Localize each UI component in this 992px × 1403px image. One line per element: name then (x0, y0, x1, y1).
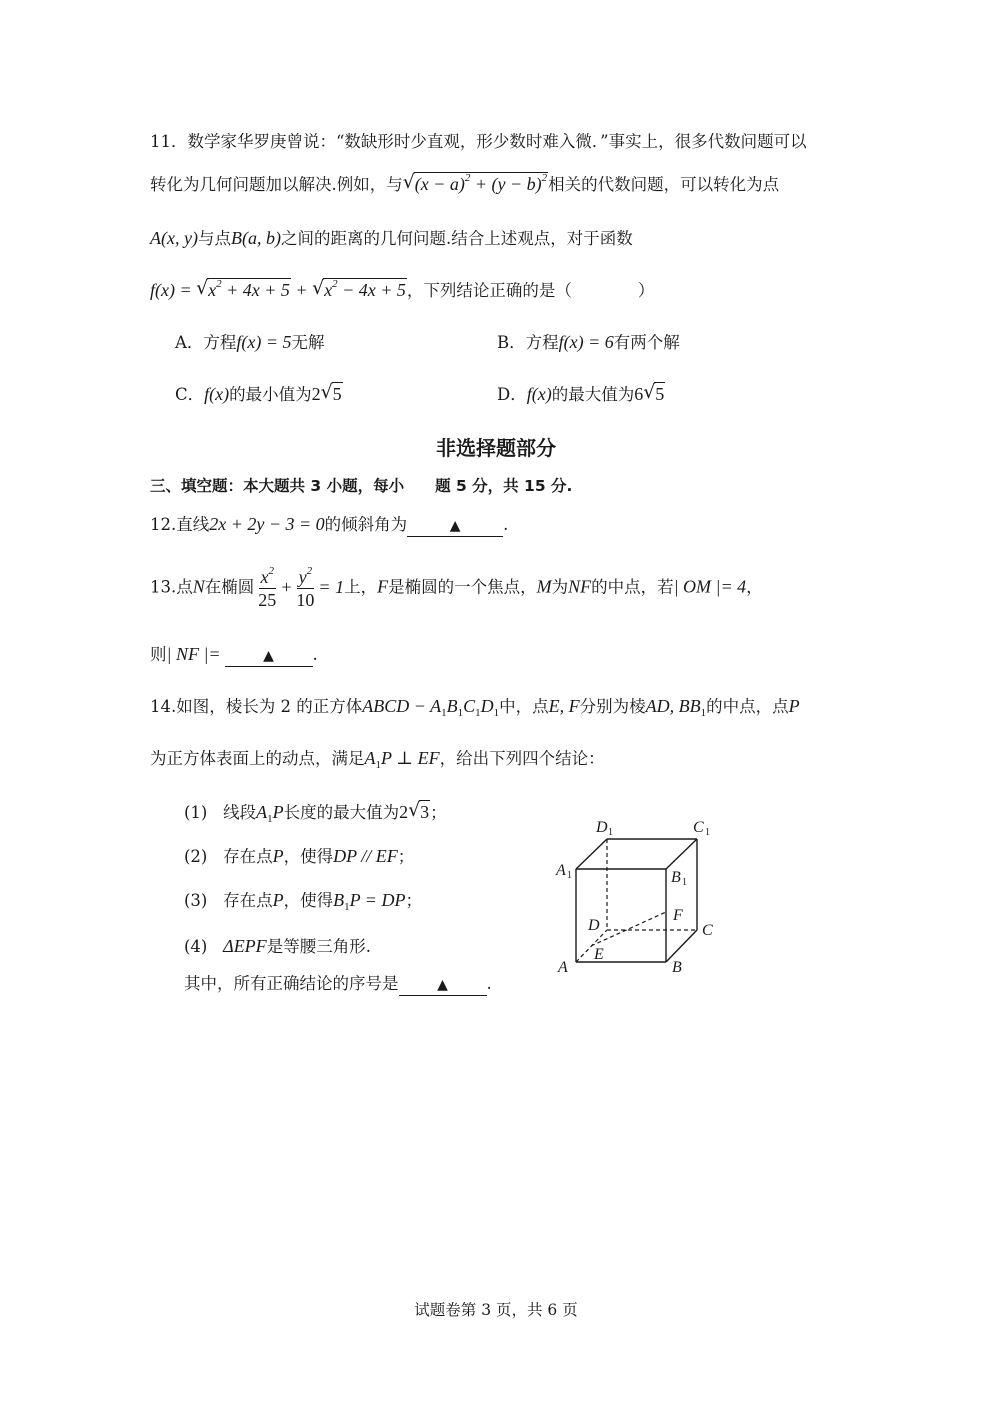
q11-line1 (150, 130, 807, 154)
item4-num: (4) (184, 937, 208, 956)
label-e: E (594, 946, 604, 963)
q14-line1-pre: 如图，棱长为 2 的正方体 (176, 697, 363, 716)
option-a-math: f(x) = 5 (236, 332, 292, 352)
option-c-value: 2√ 5 (312, 384, 343, 404)
q13-answer-blank[interactable]: ▲ (225, 646, 313, 667)
item3-mid: ，使得 (283, 891, 334, 910)
q12-pre: 直线 (176, 515, 210, 534)
q11-line3 (150, 226, 633, 251)
q11-number: 11． (150, 132, 188, 151)
q11-option-d (497, 382, 665, 407)
page-footer: 试题卷第 3 页，共 6 页 (414, 1301, 578, 1319)
q11-line2 (150, 172, 779, 197)
option-c-post: 的最小值为 (229, 385, 312, 404)
section-title: 非选择题部分 (436, 436, 556, 460)
item2-num: (2) (184, 847, 208, 866)
item1-mid: 长度的最大值为 (283, 803, 400, 822)
label-d1: D (596, 819, 608, 836)
option-b-post: 有两个解 (613, 333, 680, 352)
function-definition: f(x) = √ $x^2 + 4x + 5$ + √ $x^2 - 4x + 5$ (150, 280, 407, 300)
q14-line1-mid2: 分别为棱 (579, 697, 646, 716)
point-a-expression: A(x, y) (150, 228, 198, 248)
q12-equation: 2x + 2y − 3 = 0 (209, 514, 325, 534)
item3-pre: 存在点 (223, 891, 273, 910)
svg-text:1: 1 (682, 877, 687, 888)
q13-mid1: 在椭圆 (204, 577, 255, 597)
q14-line1: 14.如图，棱长为 2 的正方体ABCD − $A_1B_1C_1D_1$中，点E, F分别为棱AD, $BB_1$的中点，点P (150, 696, 800, 719)
label-c: C (702, 922, 713, 939)
label-c1: C (693, 819, 704, 836)
q13-line2: 则| NF |= ▲ . (150, 642, 318, 667)
edge-b-c (666, 930, 697, 962)
label-a1: A (556, 862, 566, 879)
ellipse-equation: $\frac{x^2}{25}$ + $\frac{y^2}{10}$ = 1 (258, 565, 345, 610)
q14-answer-blank[interactable]: ▲ (399, 975, 487, 996)
q11-text-3-post: 之间的距离的几何问题.结合上述观点，对于函数 (280, 229, 633, 248)
cube-figure (548, 812, 748, 982)
q14-item-1: (1) 线段$A_1P$长度的最大值为2√ 3； (184, 800, 447, 825)
q13-number: 13. (150, 577, 177, 597)
option-b-math: f(x) = 6 (558, 332, 614, 352)
q12-number: 12. (150, 515, 177, 534)
q13-line1: 13.点N在椭圆 $\frac{x^2}{25}$ + $\frac{y^2}{10}$ = 1上，F是椭圆的一个焦点，M为NF的中点，若| OM |= 4， (150, 565, 763, 610)
cube-name: ABCD − $A_1B_1C_1D_1$ (362, 696, 500, 719)
svg-text:1: 1 (567, 870, 572, 881)
option-d-value: 6√ 5 (634, 384, 665, 404)
label-d: D (588, 917, 600, 934)
item2-pre: 存在点 (223, 847, 273, 866)
q14-conclusion: 其中，所有正确结论的序号是 ▲ . (184, 972, 492, 996)
q13-mid5: 的中点，若 (591, 577, 674, 597)
option-a-label: A．方程 (175, 333, 237, 352)
q11-option-b (497, 330, 680, 355)
option-d-post: 的最大值为 (551, 385, 635, 404)
q11-option-a (175, 330, 325, 355)
label-b1: B (671, 869, 681, 886)
q13-line2-pre: 则 (150, 645, 167, 664)
label-a: A (558, 959, 568, 976)
segment-e-f (591, 912, 666, 946)
q14-line2-pre: 为正方体表面上的动点，满足 (150, 749, 365, 768)
distance-expression: √ $(x - a)^2 + (y - b)^2$ (403, 172, 548, 196)
q13-mid2: 上， (344, 577, 378, 597)
q13-condition: | OM |= 4 (673, 576, 747, 597)
q13-mid4: 为 (551, 577, 569, 597)
item4-post: 是等腰三角形. (266, 937, 371, 956)
item1-pre: 线段 (223, 803, 257, 822)
q14-line2-post: ，给出下列四个结论： (439, 749, 605, 768)
item3-num: (3) (184, 891, 208, 910)
q14-line1-mid: 中，点 (499, 697, 549, 716)
q14-number: 14. (150, 697, 177, 716)
q11-text-3-mid: 与点 (197, 229, 231, 248)
conclusion-text: 其中，所有正确结论的序号是 (184, 974, 399, 993)
q14-item-4: (4) ΔEPF是等腰三角形. (184, 936, 371, 956)
part3-heading: 三、填空题：本大题共 3 小题，每小 题 5 分，共 15 分. (150, 477, 573, 495)
option-c-label: C． (175, 385, 205, 404)
q11-text-4-post: ，下列结论正确的是（ ） (406, 281, 655, 300)
q11-text-1: 数学家华罗庚曾说：“数缺形时少直观，形少数时难入微．”事实上，很多代数问题可以 (187, 132, 807, 151)
svg-text:1: 1 (705, 827, 710, 838)
q11-text-2-post: 相关的代数问题，可以转化为点 (548, 175, 780, 194)
q14-condition: $A_1P$ ⊥ EF (364, 748, 440, 771)
q14-line2 (150, 746, 605, 771)
label-f: F (673, 907, 683, 924)
point-b-expression: B(a, b) (230, 228, 281, 248)
option-c-math: f(x) (204, 384, 230, 404)
item1-num: (1) (184, 803, 208, 822)
q12-post: 的倾斜角为 (324, 515, 408, 534)
q13-pre: 点 (176, 577, 193, 597)
q14-item-3: (3) 存在点P，使得$B_1P$ = DP； (184, 890, 422, 913)
label-b: B (672, 959, 682, 976)
q13-target: | NF |= (166, 644, 221, 664)
q11-line4 (150, 278, 654, 303)
q11-option-c (175, 382, 343, 407)
option-d-label: D． (497, 385, 527, 404)
option-b-label: B．方程 (497, 333, 559, 352)
svg-text:1: 1 (608, 827, 613, 838)
q12-answer-blank[interactable]: ▲ (407, 516, 503, 537)
q13-mid3: 是椭圆的一个焦点， (388, 577, 537, 597)
q12-line: 12.直线2x + 2y − 3 = 0的倾斜角为 ▲ . (150, 512, 508, 537)
option-a-post: 无解 (291, 333, 325, 352)
edge-a1-d1 (576, 839, 607, 869)
q14-item-2: (2) 存在点P，使得DP // EF； (184, 846, 415, 866)
option-d-math: f(x) (526, 384, 552, 404)
edge-b1-c1 (666, 839, 697, 869)
q14-line1-post: 的中点，点 (706, 697, 789, 716)
q11-text-2-pre: 转化为几何问题加以解决.例如，与 (150, 175, 403, 194)
item2-mid: ，使得 (283, 847, 334, 866)
